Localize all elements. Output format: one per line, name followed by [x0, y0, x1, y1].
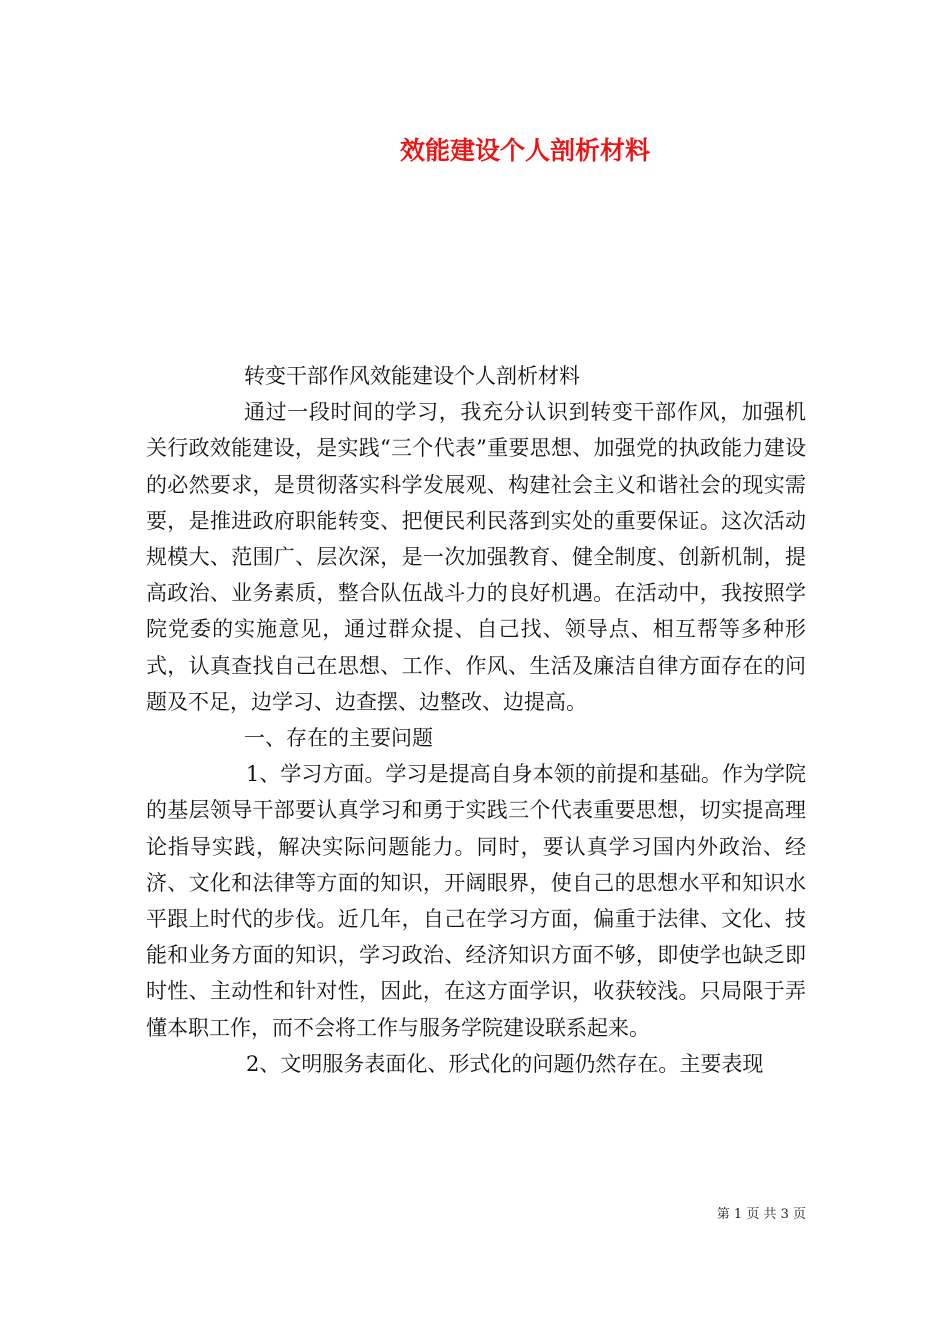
page-footer: 第 1 页 共 3 页 [716, 1207, 806, 1222]
paragraph-study: 1、学习方面。学习是提高自身本领的前提和基础。作为学院的基层领导干部要认真学习和勇于实践三个代表重要思想，切实提高理论指导实践，解决实际问题能力。同时，要认真学习国内外政治、经济、文化和法律等方面的知识，开阔眼界，使自己的思想水平和知识水平跟上时代的步伐。近几年，自己在学习方面，偏重于法律、文化、技能和业务方面的知识，学习政治、经济知识方面不够，即使学也缺乏即时性、主动性和针对性，因此，在这方面学识，收获较浅。只局限于弄懂本职工作，而不会将工作与服务学院建设联系起来。 [146, 762, 806, 1040]
paragraph-service: 2、文明服务表面化、形式化的问题仍然存在。主要表现 [246, 1051, 764, 1076]
document-subtitle: 转变干部作风效能建设个人剖析材料 [244, 364, 580, 388]
document-title: 效能建设个人剖析材料 [399, 136, 650, 165]
paragraph-intro: 通过一段时间的学习，我充分认识到转变干部作风，加强机关行政效能建设，是实践“三个代表”重要思想、加强党的执政能力建设的必然要求，是贯彻落实科学发展观、构建社会主义和谐社会的现实需要，是推进政府职能转变、把便民利民落到实处的重要保证。这次活动规模大、范围广、层次深，是一次加强教育、健全制度、创新机制，提高政治、业务素质，整合队伍战斗力的良好机遇。在活动中，我按照学院党委的实施意见，通过群众提、自己找、领导点、相互帮等多种形式，认真查找自己在思想、工作、作风、生活及廉洁自律方面存在的问题及不足，边学习、边查摆、边整改、边提高。 [146, 400, 806, 714]
document-body [146, 358, 806, 1082]
section-heading: 一、存在的主要问题 [244, 726, 433, 751]
